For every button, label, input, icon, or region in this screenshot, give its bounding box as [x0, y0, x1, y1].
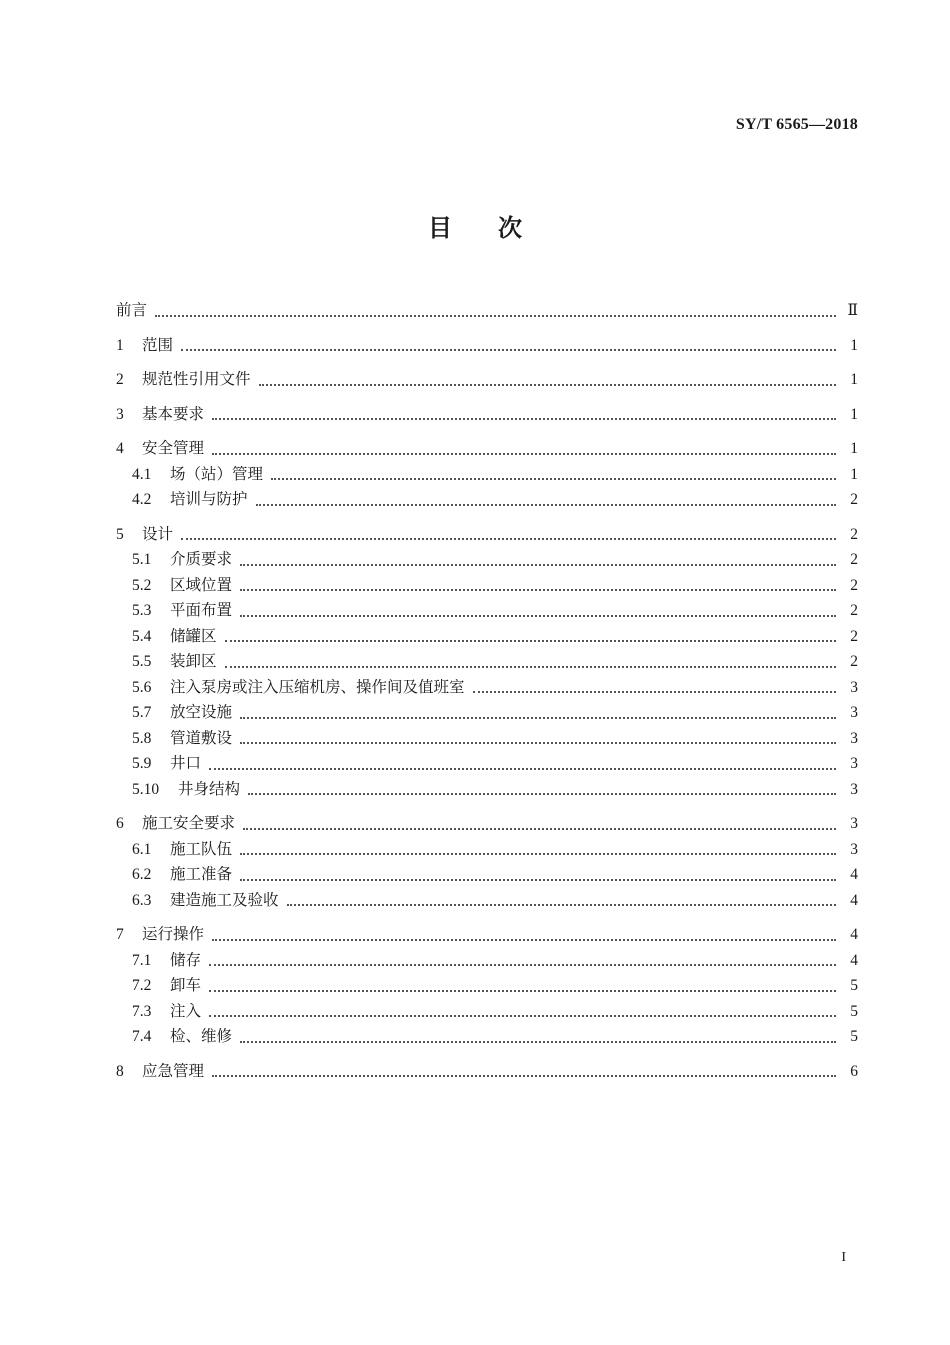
dot-leader [212, 417, 836, 420]
toc-entry-number: 6 [116, 815, 124, 832]
toc-entry-number: 4.2 [132, 491, 152, 508]
toc-entry[interactable] [116, 367, 858, 393]
dot-leader [209, 767, 836, 770]
toc-entry-page: 4 [850, 926, 858, 943]
toc-entry-label: 培训与防护 [170, 490, 248, 508]
toc-entry-number: 7.1 [132, 951, 152, 969]
toc-entry-page: 2 [850, 551, 858, 568]
dot-leader [225, 639, 836, 642]
toc-entry-page: 1 [850, 465, 858, 483]
toc-entry-number: 5.6 [132, 678, 152, 696]
toc-entry[interactable] [116, 700, 858, 726]
toc-entry-number: 8 [116, 1062, 124, 1080]
toc-entry-label: 施工队伍 [170, 839, 233, 858]
toc-entry-number: 5.3 [132, 602, 152, 619]
dot-leader [209, 963, 836, 966]
toc-entry[interactable] [116, 522, 858, 548]
toc-entry-label: 井口 [170, 754, 202, 772]
toc-entry-number: 6.2 [132, 866, 152, 883]
toc-entry-page: Ⅱ [847, 302, 858, 319]
toc-entry-label: 介质要求 [170, 550, 233, 568]
toc-entry-page: 2 [850, 653, 858, 670]
toc-entry-number: 4 [116, 440, 124, 457]
toc-entry-page: 6 [850, 1062, 858, 1080]
toc-entry[interactable] [116, 811, 858, 837]
toc-entry[interactable] [116, 948, 858, 974]
toc-entry-label: 检、维修 [170, 1027, 233, 1045]
toc-entry-number: 5.8 [132, 729, 152, 747]
dot-leader [240, 716, 836, 719]
toc-entry-number: 6.1 [132, 840, 152, 858]
toc-entry-label: 注入泵房或注入压缩机房、操作间及值班室 [170, 677, 465, 696]
toc-entry-page: 3 [850, 729, 858, 747]
toc-entry-number: 7.2 [132, 977, 152, 994]
toc-entry-page: 1 [850, 371, 858, 388]
toc-entry-label: 运行操作 [142, 925, 205, 943]
page-title [0, 208, 950, 243]
table-of-contents [116, 298, 858, 1084]
toc-entry-number: 1 [116, 336, 124, 354]
toc-entry-label: 基本要求 [142, 404, 205, 423]
toc-entry-number: 3 [116, 405, 124, 423]
toc-entry[interactable] [116, 573, 858, 599]
toc-entry-label: 安全管理 [142, 439, 205, 457]
toc-entry-label: 井身结构 [178, 779, 241, 798]
toc-entry[interactable] [116, 649, 858, 675]
dot-leader [240, 588, 836, 591]
toc-entry-page: 3 [850, 840, 858, 858]
toc-entry[interactable] [116, 333, 858, 359]
toc-entry[interactable] [116, 1059, 858, 1085]
toc-entry-label: 建造施工及验收 [170, 890, 279, 909]
page-folio: I [841, 1250, 846, 1265]
toc-entry[interactable] [116, 888, 858, 914]
toc-entry-number: 4.1 [132, 465, 152, 483]
title-char-1: 目 [428, 214, 452, 242]
toc-entry[interactable] [116, 675, 858, 701]
toc-entry-page: 2 [850, 627, 858, 645]
toc-entry[interactable] [116, 1024, 858, 1050]
toc-entry-page: 4 [850, 951, 858, 969]
toc-entry-number: 5.9 [132, 755, 152, 772]
toc-entry-page: 3 [850, 678, 858, 696]
toc-entry[interactable] [116, 973, 858, 999]
toc-entry-page: 2 [850, 576, 858, 594]
toc-entry-label: 装卸区 [170, 652, 217, 670]
toc-entry-number: 6.3 [132, 891, 152, 909]
toc-entry-label: 场（站）管理 [170, 464, 264, 483]
toc-entry-page: 2 [850, 491, 858, 508]
toc-entry-page: 3 [850, 755, 858, 772]
toc-entry[interactable] [116, 862, 858, 888]
toc-entry[interactable] [116, 624, 858, 650]
dot-leader [243, 827, 836, 830]
dot-leader [212, 1074, 836, 1077]
toc-entry-label: 区域位置 [170, 575, 233, 594]
toc-entry-page: 1 [850, 440, 858, 457]
toc-entry-label: 储罐区 [170, 626, 217, 645]
toc-entry-number: 5.5 [132, 653, 152, 670]
dot-leader [240, 1040, 836, 1043]
toc-entry-label: 规范性引用文件 [142, 370, 251, 388]
toc-entry-label: 前言 [116, 301, 148, 319]
toc-entry-number: 7 [116, 926, 124, 943]
toc-entry-page: 1 [850, 405, 858, 423]
dot-leader [181, 348, 836, 351]
dot-leader [212, 452, 836, 455]
toc-entry[interactable] [116, 777, 858, 803]
toc-entry-number: 5.7 [132, 704, 152, 721]
dot-leader [248, 792, 836, 795]
toc-entry-label: 放空设施 [170, 703, 233, 721]
dot-leader [225, 665, 836, 668]
dot-leader [259, 383, 836, 386]
toc-entry[interactable] [116, 298, 858, 324]
toc-entry-label: 范围 [142, 335, 174, 354]
dot-leader [473, 690, 836, 693]
dot-leader [271, 477, 836, 480]
dot-leader [212, 938, 836, 941]
toc-entry-label: 储存 [170, 950, 202, 969]
toc-entry[interactable] [116, 402, 858, 428]
dot-leader [240, 614, 836, 617]
toc-entry[interactable] [116, 726, 858, 752]
title-char-2: 次 [498, 214, 522, 242]
toc-entry-page: 5 [850, 1002, 858, 1020]
toc-entry-page: 4 [850, 891, 858, 909]
toc-entry-label: 设计 [142, 524, 174, 543]
toc-entry-number: 5.4 [132, 627, 152, 645]
toc-entry-page: 4 [850, 866, 858, 883]
toc-entry-page: 2 [850, 602, 858, 619]
toc-entry-label: 平面布置 [170, 601, 233, 619]
toc-entry-number: 5.1 [132, 551, 152, 568]
toc-entry-number: 5 [116, 525, 124, 543]
toc-entry[interactable] [116, 999, 858, 1025]
toc-entry-label: 应急管理 [142, 1061, 205, 1080]
dot-leader [155, 314, 836, 317]
toc-entry-number: 5.10 [132, 780, 160, 798]
toc-entry-page: 5 [850, 1028, 858, 1045]
toc-entry-page: 1 [850, 336, 858, 354]
standard-number: SY/T 6565—2018 [735, 116, 858, 133]
toc-entry-label: 施工准备 [170, 865, 233, 883]
dot-leader [181, 537, 836, 540]
toc-entry[interactable] [116, 922, 858, 948]
toc-entry-label: 注入 [170, 1001, 202, 1020]
toc-entry-page: 3 [850, 815, 858, 832]
dot-leader [209, 989, 836, 992]
toc-entry-page: 3 [850, 780, 858, 798]
toc-entry-number: 5.2 [132, 576, 152, 594]
toc-entry-number: 2 [116, 371, 124, 388]
toc-entry-label: 卸车 [170, 976, 202, 994]
dot-leader [287, 903, 836, 906]
toc-entry-page: 2 [850, 525, 858, 543]
toc-entry-label: 管道敷设 [170, 728, 233, 747]
toc-entry-number: 7.3 [132, 1002, 152, 1020]
toc-entry[interactable] [116, 547, 858, 573]
dot-leader [240, 741, 836, 744]
dot-leader [240, 563, 836, 566]
toc-entry[interactable] [116, 837, 858, 863]
toc-entry[interactable] [116, 436, 858, 462]
toc-entry[interactable] [116, 598, 858, 624]
toc-entry[interactable] [116, 462, 858, 488]
toc-entry[interactable] [116, 487, 858, 513]
toc-entry-page: 5 [850, 977, 858, 994]
dot-leader [256, 503, 836, 506]
toc-entry-page: 3 [850, 704, 858, 721]
dot-leader [240, 852, 836, 855]
dot-leader [240, 878, 836, 881]
toc-entry-label: 施工安全要求 [142, 814, 236, 832]
toc-entry-number: 7.4 [132, 1028, 152, 1045]
dot-leader [209, 1014, 836, 1017]
toc-entry[interactable] [116, 751, 858, 777]
